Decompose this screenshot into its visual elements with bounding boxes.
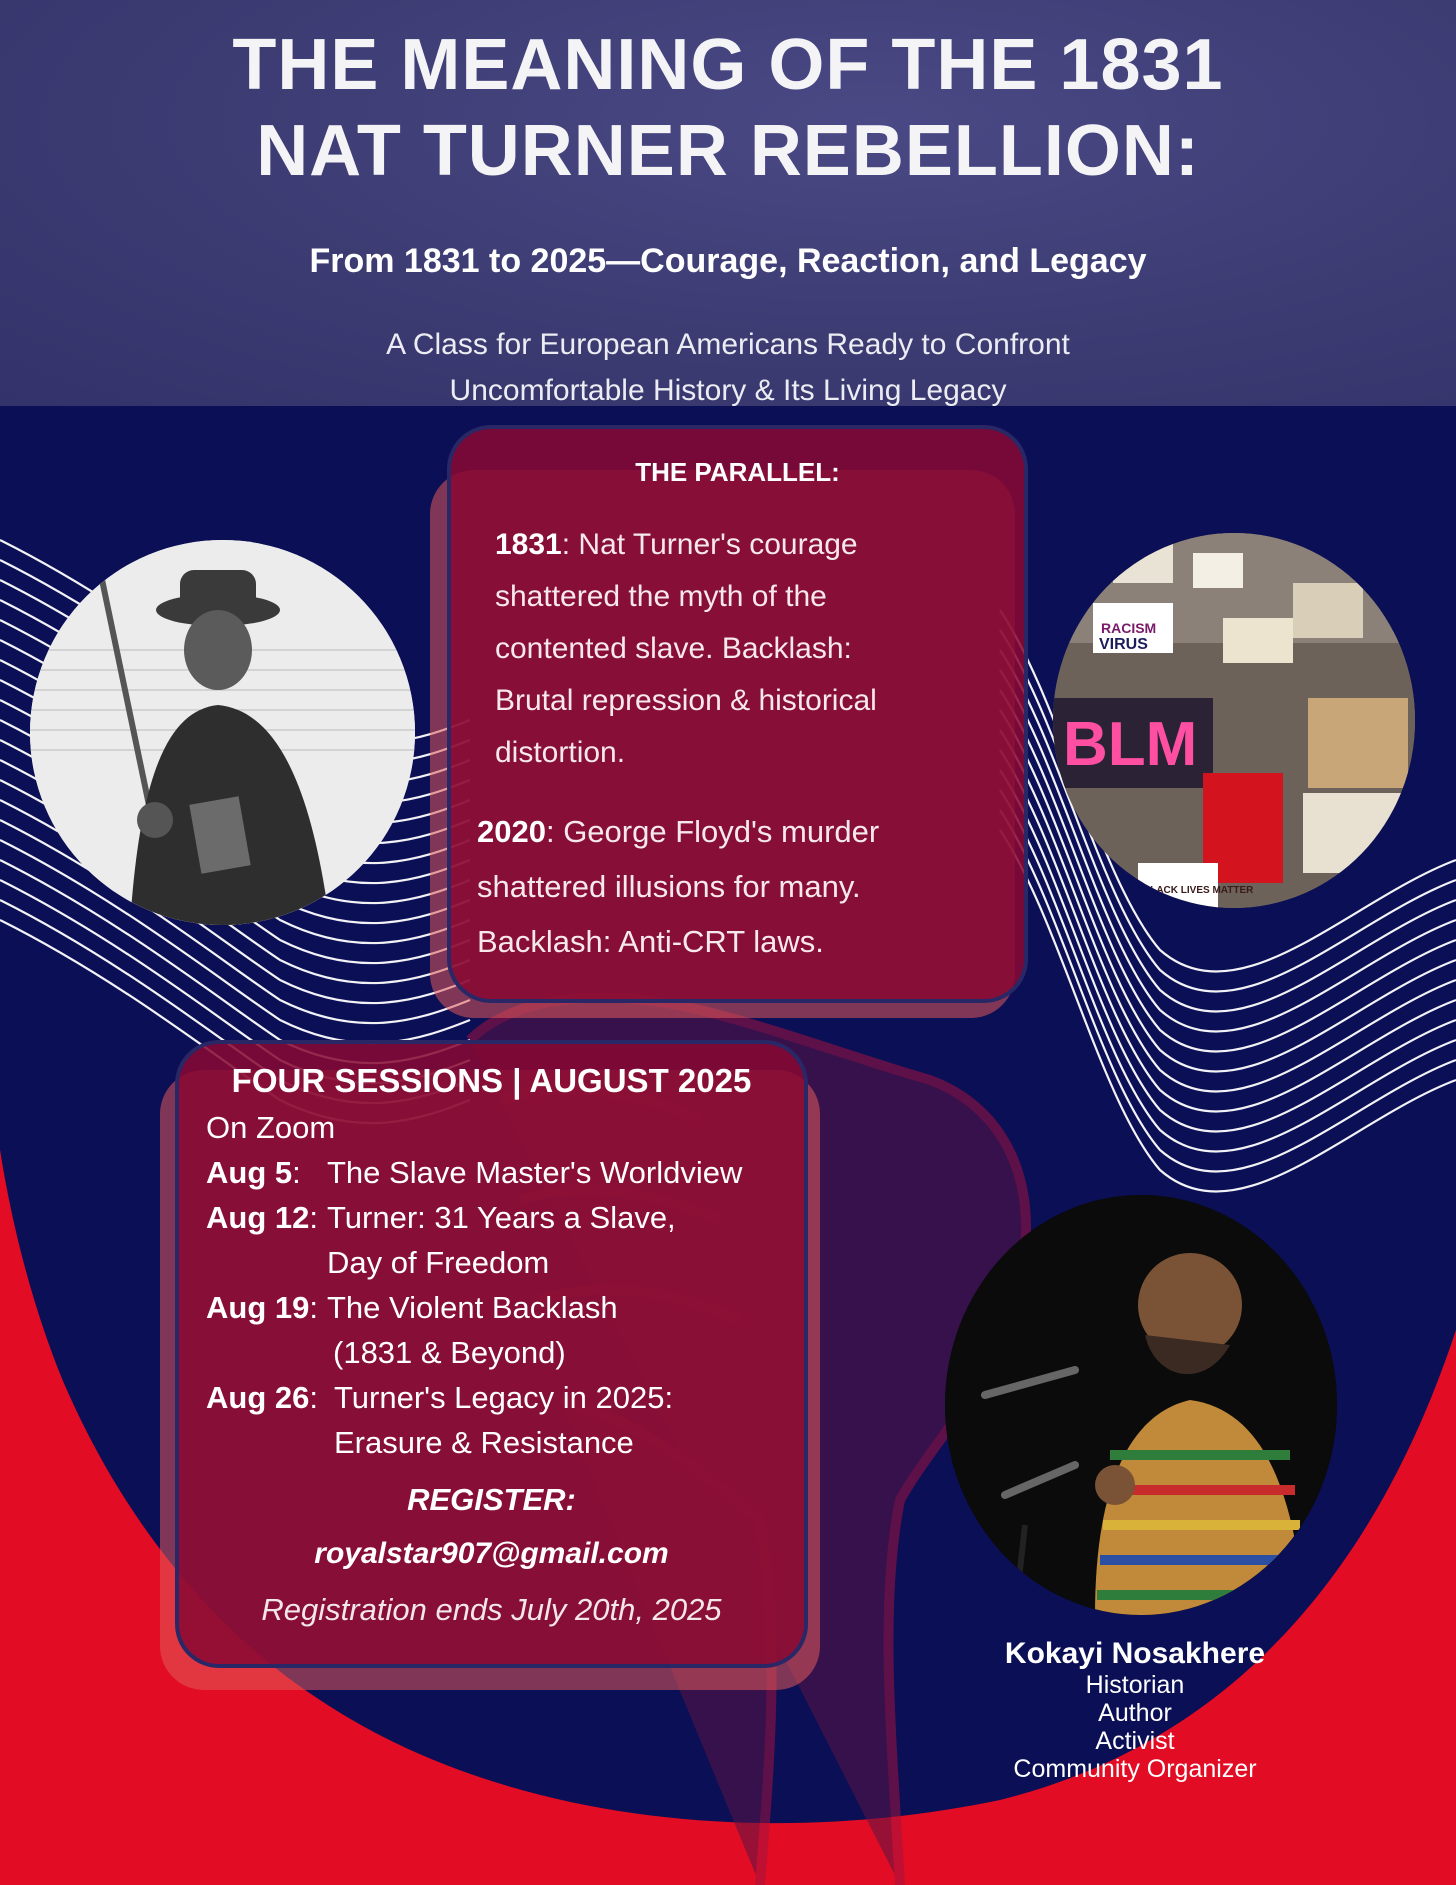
protest-art (1053, 533, 1415, 908)
speaker-role: Author (1098, 1699, 1172, 1727)
title-line-1: THE MEANING OF THE 1831 (232, 25, 1224, 105)
session-sep: : (309, 1200, 318, 1235)
tagline-line-1: A Class for European Americans Ready to Confront (386, 328, 1070, 361)
session-title: The Violent Backlash (327, 1290, 618, 1325)
session-item (206, 1288, 318, 1328)
session-sep: : (292, 1155, 301, 1190)
parallel-heading: THE PARALLEL: (635, 457, 840, 487)
session-item (206, 1153, 301, 1193)
session-title: Turner: 31 Years a Slave, (327, 1200, 676, 1235)
protest-sign-virus: VIRUS (1099, 636, 1148, 653)
year-2020: 2020 (477, 814, 546, 849)
parallel-2020-l3: Backlash: Anti-CRT laws. (477, 924, 824, 959)
registration-deadline: Registration ends July 20th, 2025 (261, 1592, 722, 1627)
parallel-1831-l4: Brutal repression & historical (495, 684, 877, 717)
parallel-1831-l2: shattered the myth of the (495, 580, 827, 613)
register-email[interactable]: royalstar907@gmail.com (314, 1537, 669, 1570)
speaker-art (945, 1195, 1337, 1615)
sessions-platform: On Zoom (206, 1110, 336, 1145)
session-date: Aug 19 (206, 1290, 310, 1325)
session-date: Aug 26 (206, 1380, 310, 1415)
parallel-2020-l2: shattered illusions for many. (477, 869, 861, 904)
speaker-role: Community Organizer (1013, 1755, 1257, 1783)
sessions-card (175, 1040, 808, 1668)
speaker-role: Historian (1085, 1671, 1185, 1699)
session-sep: : (309, 1380, 318, 1415)
speaker-role: Activist (1095, 1727, 1175, 1755)
parallel-2020-l1: : George Floyd's murder (545, 814, 880, 849)
header-banner (0, 0, 1456, 406)
speaker-name: Kokayi Nosakhere (1004, 1637, 1266, 1670)
protest-sign-blm: BLM (1063, 710, 1198, 779)
session-title-cont: Erasure & Resistance (334, 1425, 634, 1460)
parallel-card (447, 425, 1028, 1003)
nat-turner-engraving (30, 540, 415, 925)
year-1831: 1831 (495, 528, 562, 561)
title-line-2: NAT TURNER REBELLION: (256, 111, 1200, 191)
parallel-1831-l5: distortion. (495, 736, 626, 769)
tagline (0, 322, 1456, 414)
protest-photo (1053, 533, 1415, 908)
protest-sign-racism: RACISM (1101, 620, 1157, 636)
session-title: The Slave Master's Worldview (327, 1155, 743, 1190)
session-item (206, 1198, 318, 1238)
protest-sign-blm-text: BLACK LIVES MATTER (1143, 885, 1254, 896)
session-title-cont: (1831 & Beyond) (333, 1335, 566, 1370)
parallel-1831 (495, 519, 877, 779)
session-title-cont: Day of Freedom (327, 1245, 550, 1280)
page-title (0, 22, 1456, 194)
session-title: Turner's Legacy in 2025: (334, 1380, 674, 1415)
parallel-1831-l1: : Nat Turner's courage (561, 528, 858, 561)
tagline-line-2: Uncomfortable History & Its Living Legacy (449, 374, 1007, 407)
subtitle: From 1831 to 2025—Courage, Reaction, and Legacy (309, 242, 1147, 280)
session-sep: : (309, 1290, 318, 1325)
register-label: REGISTER: (407, 1482, 576, 1517)
session-date: Aug 5 (206, 1155, 293, 1190)
sessions-heading: FOUR SESSIONS | AUGUST 2025 (231, 1062, 752, 1099)
speaker-photo (945, 1195, 1337, 1615)
session-date: Aug 12 (206, 1200, 310, 1235)
parallel-1831-l3: contented slave. Backlash: (495, 632, 852, 665)
parallel-2020 (477, 804, 879, 969)
engraving-art (30, 540, 415, 925)
session-item (206, 1378, 318, 1418)
speaker-info (985, 1637, 1285, 1783)
